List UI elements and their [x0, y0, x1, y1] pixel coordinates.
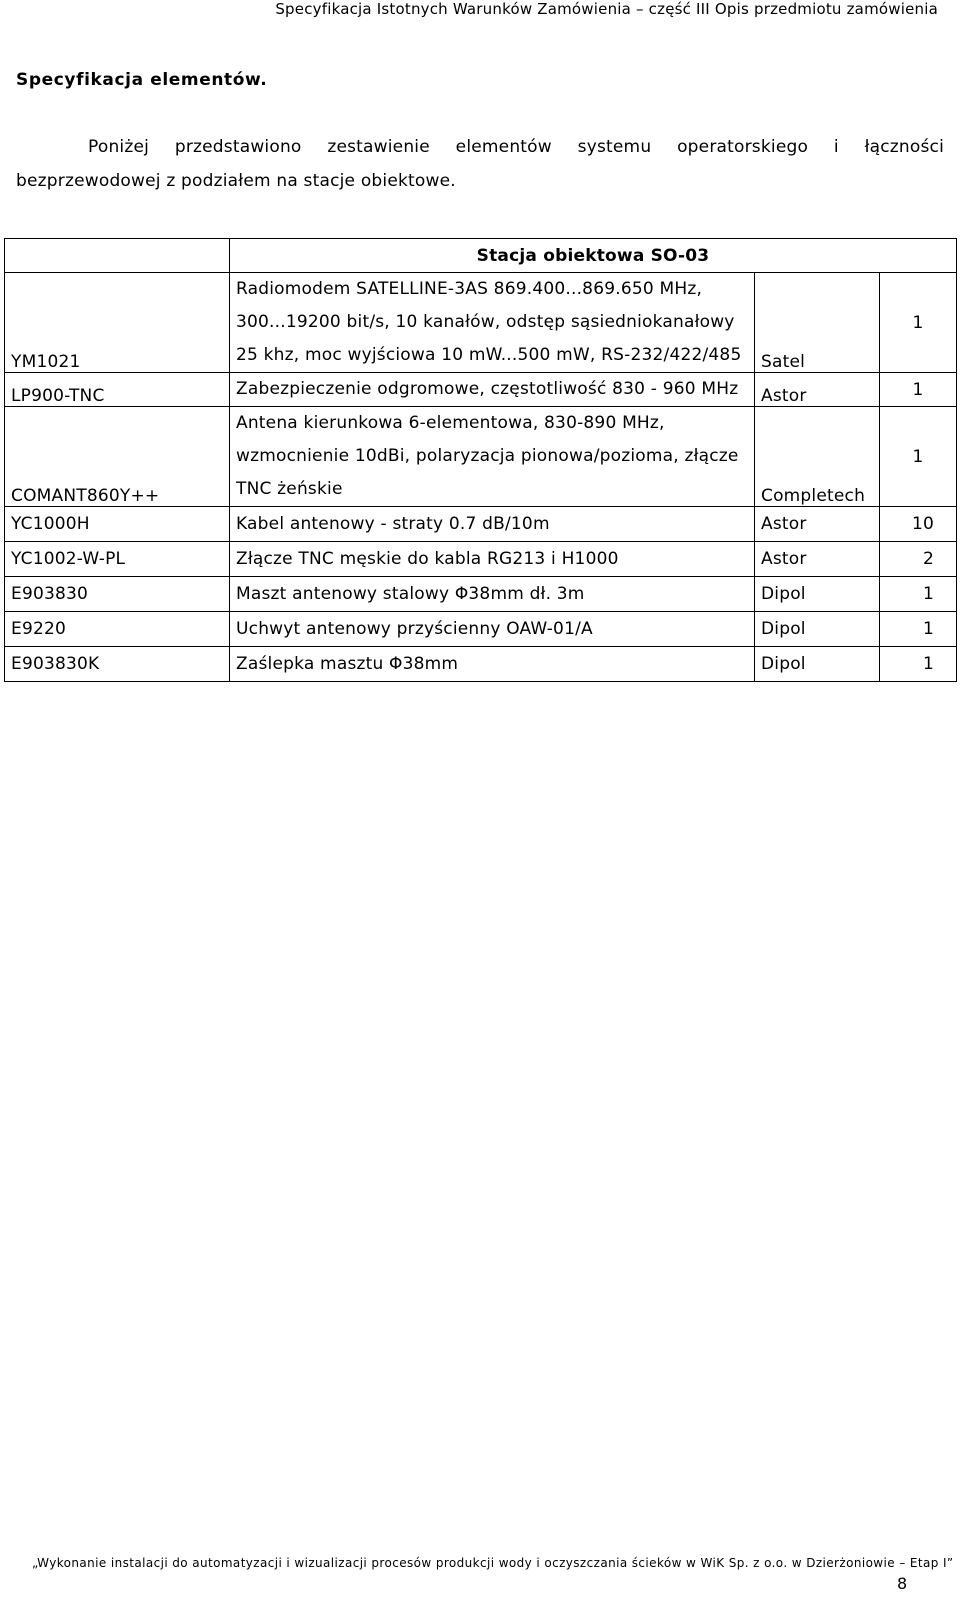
code-cell: YC1002-W-PL	[5, 542, 230, 577]
description-cell: Maszt antenowy stalowy Φ38mm dł. 3m	[230, 577, 755, 612]
quantity-cell: 2	[880, 542, 957, 577]
quantity-cell: 1	[880, 273, 957, 373]
manufacturer-cell: Satel	[755, 273, 880, 373]
quantity-cell: 1	[880, 647, 957, 682]
table-row	[5, 647, 957, 682]
quantity-cell: 1	[880, 577, 957, 612]
quantity-cell: 1	[880, 373, 957, 407]
manufacturer-cell: Dipol	[755, 577, 880, 612]
section-title: Specyfikacja elementów.	[16, 70, 268, 90]
code-cell: E9220	[5, 612, 230, 647]
empty-cell	[5, 239, 230, 273]
description-cell: Zaślepka masztu Φ38mm	[230, 647, 755, 682]
manufacturer-cell: Completech	[755, 407, 880, 507]
quantity-cell: 1	[880, 612, 957, 647]
description-cell: Kabel antenowy - straty 0.7 dB/10m	[230, 507, 755, 542]
spec-table	[4, 238, 957, 682]
quantity-cell: 1	[880, 407, 957, 507]
code-cell: YM1021	[5, 273, 230, 373]
code-cell: YC1000H	[5, 507, 230, 542]
table-row	[5, 407, 957, 507]
code-cell: COMANT860Y++	[5, 407, 230, 507]
table-row	[5, 612, 957, 647]
quantity-cell: 10	[880, 507, 957, 542]
description-cell: Złącze TNC męskie do kabla RG213 i H1000	[230, 542, 755, 577]
table-row	[5, 273, 957, 373]
code-cell: LP900-TNC	[5, 373, 230, 407]
manufacturer-cell: Astor	[755, 373, 880, 407]
table-caption: Stacja obiektowa SO-03	[230, 239, 957, 273]
intro-paragraph: Poniżej przedstawiono zestawienie elementów systemu operatorskiego i łączności bezprzewodowej z podziałem na stacje obiektowe.	[16, 137, 944, 191]
manufacturer-cell: Dipol	[755, 612, 880, 647]
manufacturer-cell: Astor	[755, 507, 880, 542]
code-cell: E903830	[5, 577, 230, 612]
table-row	[5, 542, 957, 577]
manufacturer-cell: Dipol	[755, 647, 880, 682]
description-cell: Radiomodem SATELLINE-3AS 869.400...869.650 MHz, 300...19200 bit/s, 10 kanałów, odstęp sąsiedniokanałowy 25 khz, moc wyjściowa 10 mW...500 mW, RS-232/422/485	[230, 273, 755, 373]
manufacturer-cell: Astor	[755, 542, 880, 577]
table-row	[5, 507, 957, 542]
description-cell: Zabezpieczenie odgromowe, częstotliwość 830 - 960 MHz	[230, 373, 755, 407]
table-row	[5, 373, 957, 407]
table-row	[5, 577, 957, 612]
description-cell: Uchwyt antenowy przyścienny OAW-01/A	[230, 612, 755, 647]
code-cell: E903830K	[5, 647, 230, 682]
running-header: Specyfikacja Istotnych Warunków Zamówienia – część III Opis przedmiotu zamówienia	[275, 0, 938, 18]
running-footer: „Wykonanie instalacji do automatyzacji i wizualizacji procesów produkcji wody i oczyszczania ścieków w WiK Sp. z o.o. w Dzierżoniowie – Etap I”	[32, 1556, 954, 1570]
page-number: 8	[897, 1574, 908, 1593]
description-cell: Antena kierunkowa 6-elementowa, 830-890 MHz, wzmocnienie 10dBi, polaryzacja pionowa/pozioma, złącze TNC żeńskie	[230, 407, 755, 507]
table-caption-row	[5, 239, 957, 273]
